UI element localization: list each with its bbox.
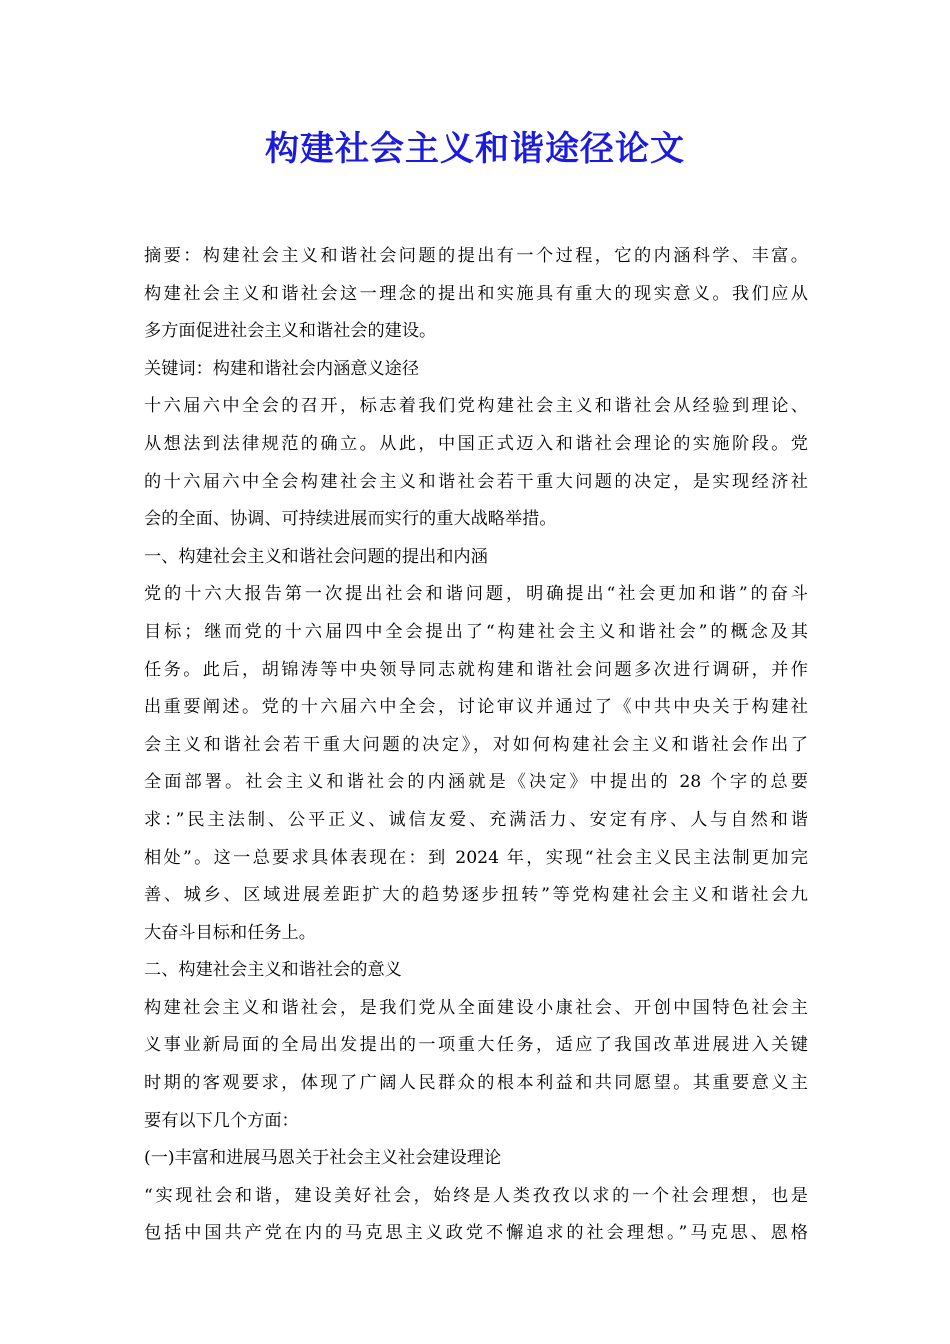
text-line: 义事业新局面的全局出发提出的一项重大任务，适应了我国改革进展进入关键 bbox=[144, 1035, 808, 1056]
text-line: 大奋斗目标和任务上。 bbox=[144, 922, 316, 943]
text-line: 要有以下几个方面： bbox=[144, 1110, 299, 1131]
text-line: 时期的客观要求，体现了广阔人民群众的根本利益和共同愿望。其重要意义主 bbox=[144, 1073, 808, 1094]
text-line: 求：”民主法制、公平正义、诚信友爱、充满活力、安定有序、人与自然和谐 bbox=[144, 809, 808, 830]
text-line: (一)丰富和进展马恩关于社会主义社会建设理论 bbox=[144, 1148, 502, 1169]
text-line: 任务。此后，胡锦涛等中央领导同志就构建和谐社会问题多次进行调研，并作 bbox=[144, 659, 808, 680]
text-line: “实现社会和谐，建设美好社会，始终是人类孜孜以求的一个社会理想，也是 bbox=[144, 1185, 808, 1206]
text-line: 包括中国共产党在内的马克思主义政党不懈追求的社会理想。”马克思、恩格 bbox=[144, 1223, 808, 1244]
text-line: 从想法到法律规范的确立。从此，中国正式迈入和谐社会理论的实施阶段。党 bbox=[144, 433, 808, 454]
text-line: 二、构建社会主义和谐社会的意义 bbox=[144, 960, 402, 981]
text-line: 构建社会主义和谐社会这一理念的提出和实施具有重大的现实意义。我们应从 bbox=[144, 283, 808, 304]
text-line: 多方面促进社会主义和谐社会的建设。 bbox=[144, 321, 437, 342]
text-line: 党的十六大报告第一次提出社会和谐问题，明确提出“社会更加和谐”的奋斗 bbox=[144, 584, 808, 605]
text-line: 相处”。这一总要求具体表现在：到 2024 年，实现“社会主义民主法制更加完 bbox=[144, 847, 808, 868]
text-line: 构建社会主义和谐社会，是我们党从全面建设小康社会、开创中国特色社会主 bbox=[144, 997, 808, 1018]
text-line: 会主义和谐社会若干重大问题的决定》，对如何构建社会主义和谐社会作出了 bbox=[144, 734, 808, 755]
text-line: 关键词：构建和谐社会内涵意义途径 bbox=[144, 358, 420, 379]
text-line: 摘要：构建社会主义和谐社会问题的提出有一个过程，它的内涵科学、丰富。 bbox=[144, 246, 808, 266]
text-line: 十六届六中全会的召开，标志着我们党构建社会主义和谐社会从经验到理论、 bbox=[144, 396, 808, 417]
document-title: 构建社会主义和谐途径论文 bbox=[265, 129, 685, 169]
text-line: 会的全面、协调、可持续进展而实行的重大战略举措。 bbox=[144, 509, 557, 530]
text-line: 出重要阐述。党的十六届六中全会，讨论审议并通过了《中共中央关于构建社 bbox=[144, 697, 808, 718]
text-line: 的十六届六中全会构建社会主义和谐社会若干重大问题的决定，是实现经济社 bbox=[144, 471, 808, 492]
document-body bbox=[144, 238, 808, 1253]
text-line: 目标；继而党的十六届四中全会提出了“构建社会主义和谐社会”的概念及其 bbox=[144, 621, 808, 642]
text-line: 全面部署。社会主义和谐社会的内涵就是《决定》中提出的 28 个字的总要 bbox=[144, 772, 808, 793]
text-line: 善、城乡、区域进展差距扩大的趋势逐步扭转”等党构建社会主义和谐社会九 bbox=[144, 885, 808, 906]
text-line: 一、构建社会主义和谐社会问题的提出和内涵 bbox=[144, 546, 488, 567]
